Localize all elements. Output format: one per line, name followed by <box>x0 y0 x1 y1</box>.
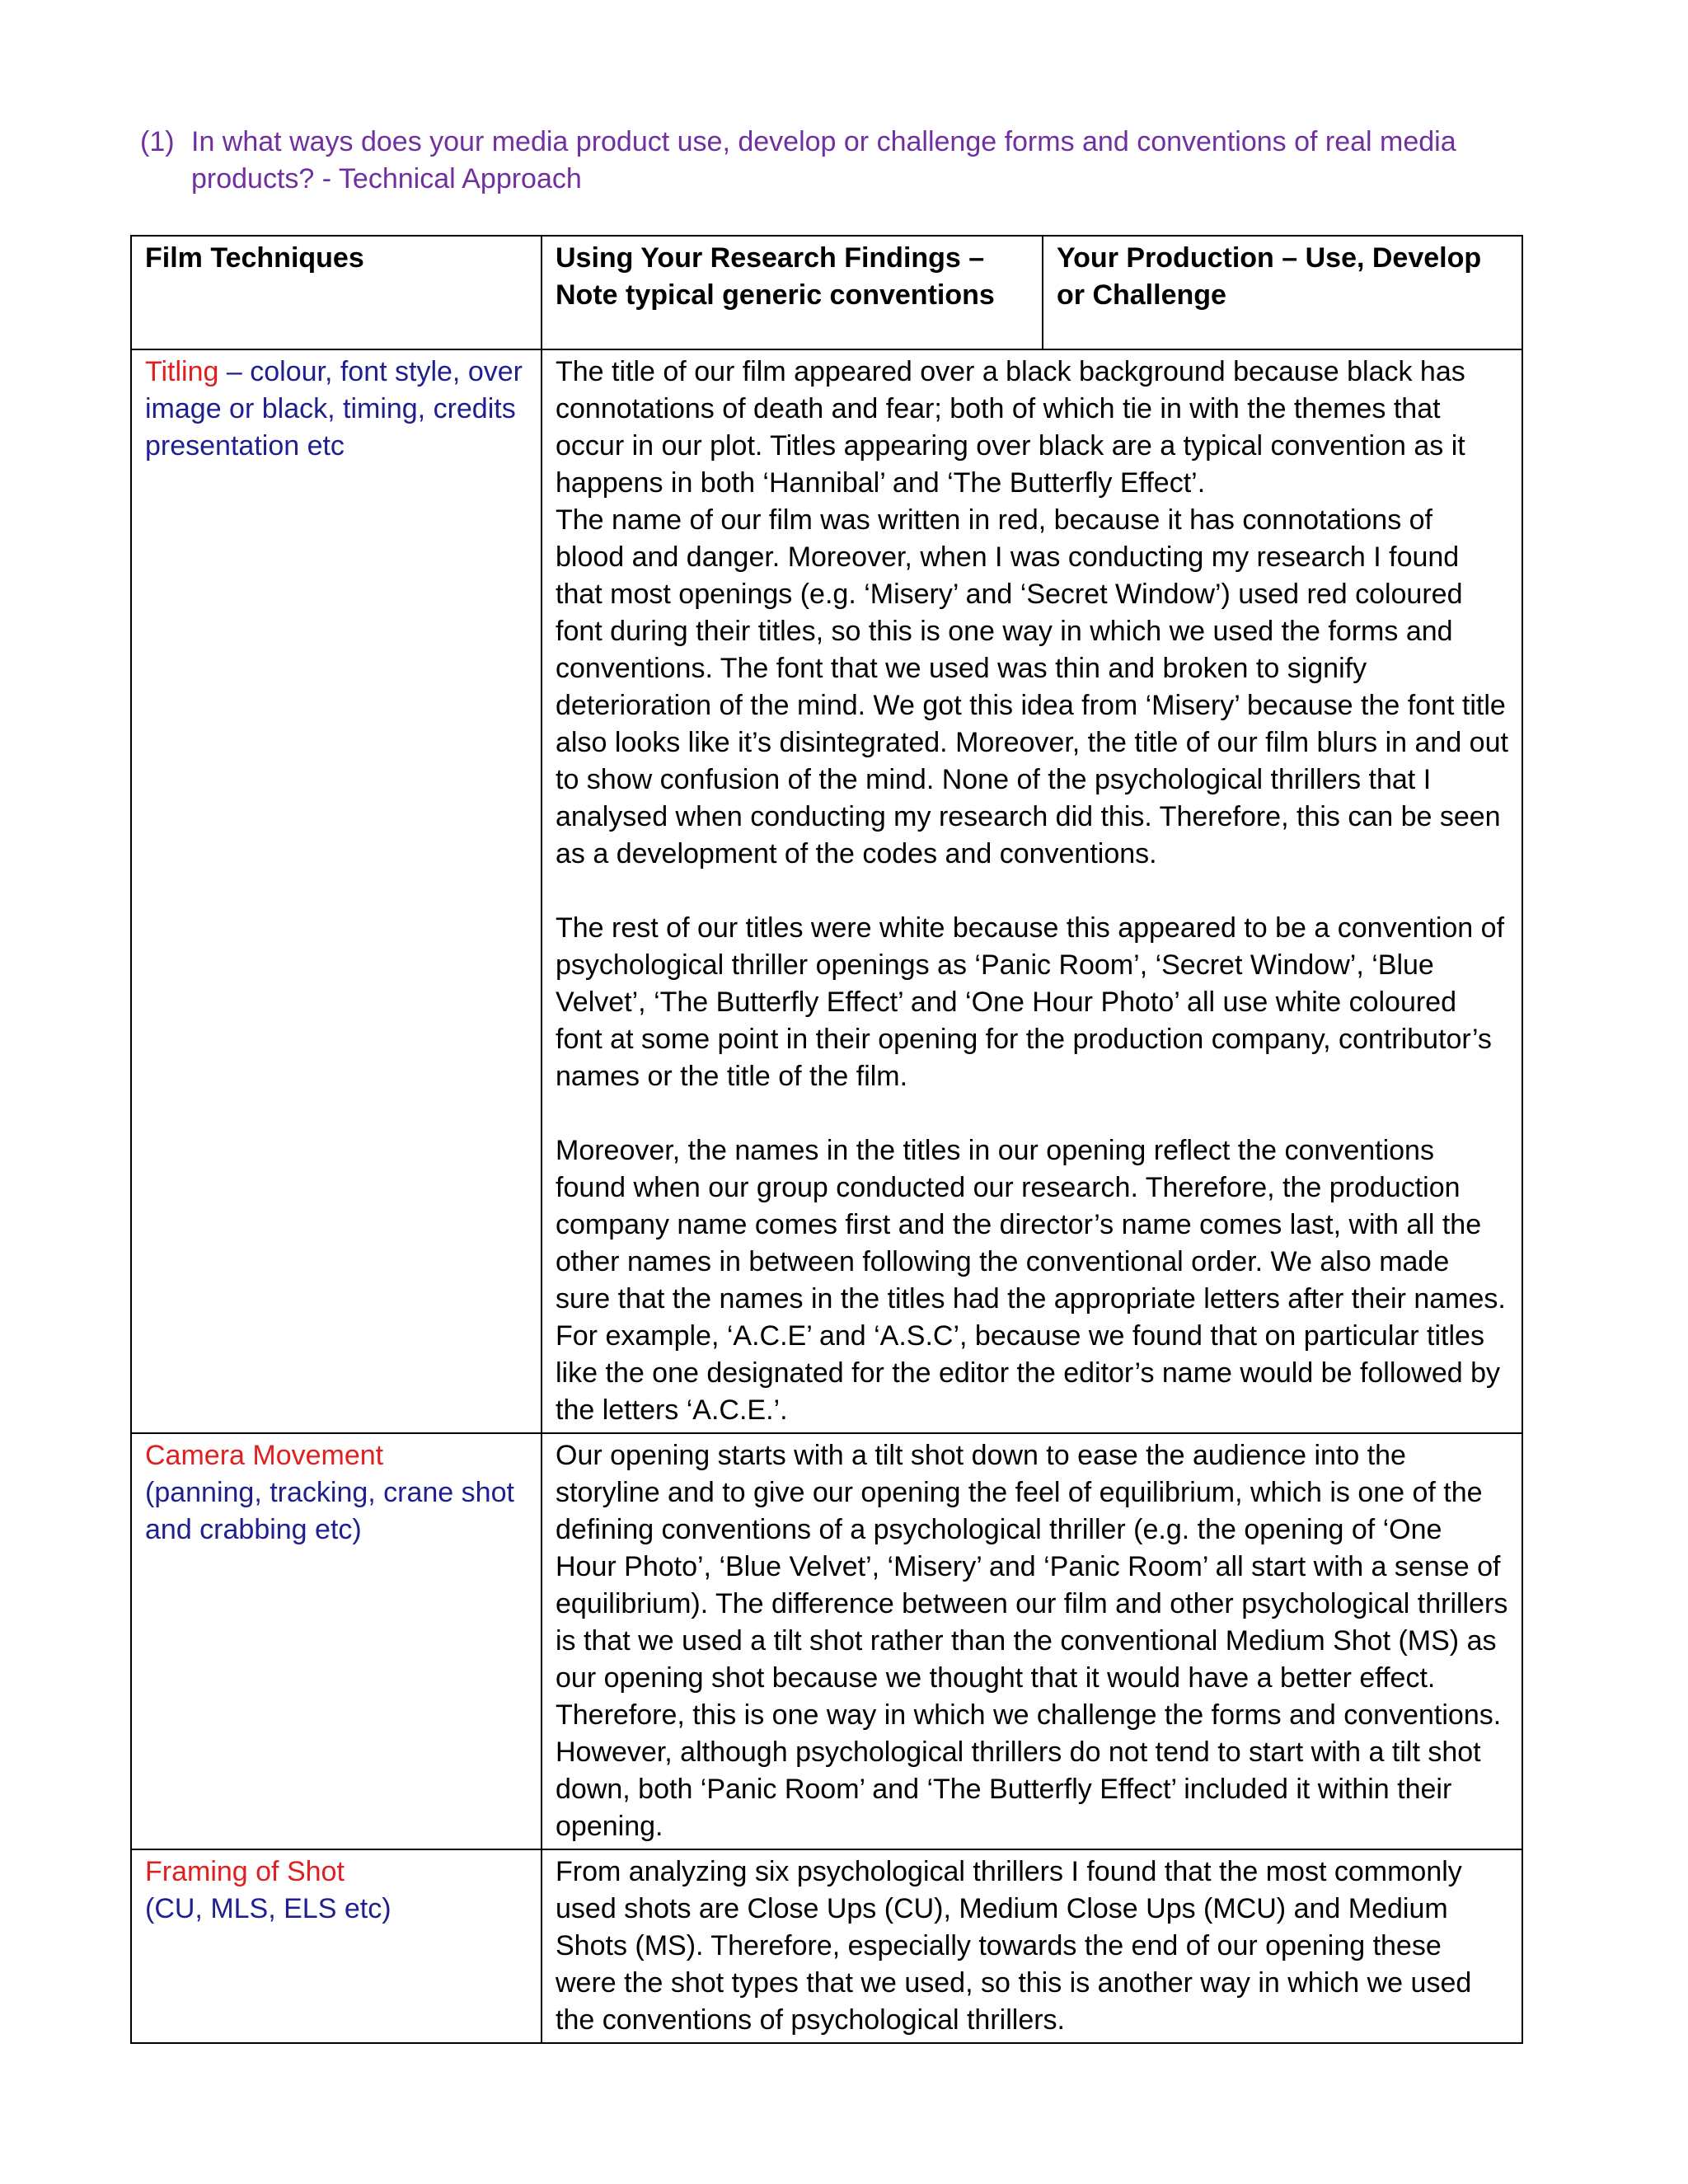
technique-cell-camera-movement <box>131 1433 542 1849</box>
question-number: (1) <box>140 126 175 157</box>
table-row-framing-of-shot <box>131 1849 1522 2043</box>
table-header-row <box>131 236 1522 349</box>
table-row-camera-movement <box>131 1433 1522 1849</box>
header-film-techniques: Film Techniques <box>131 236 542 349</box>
paragraph: The title of our film appeared over a black background because black has connotations of death and fear; both of which tie in with the themes that occur in our plot. Titles appearing over black are a typical convention as it happens in both ‘Hannibal’ and ‘The Butterfly Effect’. <box>556 356 1465 499</box>
technique-description: (panning, tracking, crane shot and crabbing etc) <box>145 1477 514 1545</box>
paragraph: From analyzing six psychological thrillers I found that the most commonly used shots are Close Ups (CU), Medium Close Ups (MCU) and Medium Shots (MS). Therefore, especially towards the end of our opening these were the shot types that we used, so this is another way in which we used the conventions of psychological thrillers. <box>556 1856 1472 2036</box>
findings-cell-titling <box>542 349 1522 1433</box>
question-heading <box>140 124 1492 198</box>
technique-label: Framing of Shot <box>145 1856 345 1887</box>
technique-description: – colour, font style, over image or black, timing, credits presentation etc <box>145 356 523 462</box>
findings-cell-framing-of-shot <box>542 1849 1522 2043</box>
question-text: In what ways does your media product use, develop or challenge forms and conventions of real media products? - Technical Approach <box>191 126 1456 194</box>
technique-cell-framing-of-shot <box>131 1849 542 2043</box>
technique-description: (CU, MLS, ELS etc) <box>145 1893 392 1924</box>
paragraph: Our opening starts with a tilt shot down to ease the audience into the storyline and to give our opening the feel of equilibrium, which is one of the defining conventions of a psychological thriller (e.g. the opening of ‘One Hour Photo’, ‘Blue Velvet’, ‘Misery’ and ‘Panic Room’ all start with a sense of equilibrium). The difference between our film and other psychological thrillers is that we used a tilt shot rather than the conventional Medium Shot (MS) as our opening shot because we thought that it would have a better effect. Therefore, this is one way in which we challenge the forms and conventions. However, although psychological thrillers do not tend to start with a tilt shot down, both ‘Panic Room’ and ‘The Butterfly Effect’ included it within their opening. <box>556 1440 1508 1842</box>
findings-cell-camera-movement <box>542 1433 1522 1849</box>
paragraph: The rest of our titles were white because this appeared to be a convention of psychological thriller openings as ‘Panic Room’, ‘Secret Window’, ‘Blue Velvet’, ‘The Butterfly Effect’ and ‘One Hour Photo’ all use white coloured font at some point in their opening for the production company, contributor’s names or the title of the film. <box>556 912 1505 1092</box>
header-your-production: Your Production – Use, Develop or Challenge <box>1043 236 1522 349</box>
table-row-titling <box>131 349 1522 1433</box>
technique-label: Titling <box>145 356 219 387</box>
header-research-findings: Using Your Research Findings – Note typical generic conventions <box>542 236 1043 349</box>
technique-label: Camera Movement <box>145 1440 384 1471</box>
technique-cell-titling <box>131 349 542 1433</box>
paragraph: Moreover, the names in the titles in our opening reflect the conventions found when our group conducted our research. Therefore, the production company name comes first and the director’s name comes last, with all the other names in between following the conventional order. We also made sure that the names in the titles had the appropriate letters after their names. For example, ‘A.C.E’ and ‘A.S.C’, because we found that on particular titles like the one designated for the editor the editor’s name would be followed by the letters ‘A.C.E.’. <box>556 1135 1506 1426</box>
techniques-table <box>130 235 1523 2044</box>
paragraph: The name of our film was written in red, because it has connotations of blood and danger. Moreover, when I was conducting my research I found that most openings (e.g. ‘Misery’ and ‘Secret Window’) used red coloured font during their titles, so this is one way in which we used the forms and conventions. The font that we used was thin and broken to signify deterioration of the mind. We got this idea from ‘Misery’ because the font title also looks like it’s disintegrated. Moreover, the title of our film blurs in and out to show confusion of the mind. None of the psychological thrillers that I analysed when conducting my research did this. Therefore, this can be seen as a development of the codes and conventions. <box>556 504 1508 869</box>
